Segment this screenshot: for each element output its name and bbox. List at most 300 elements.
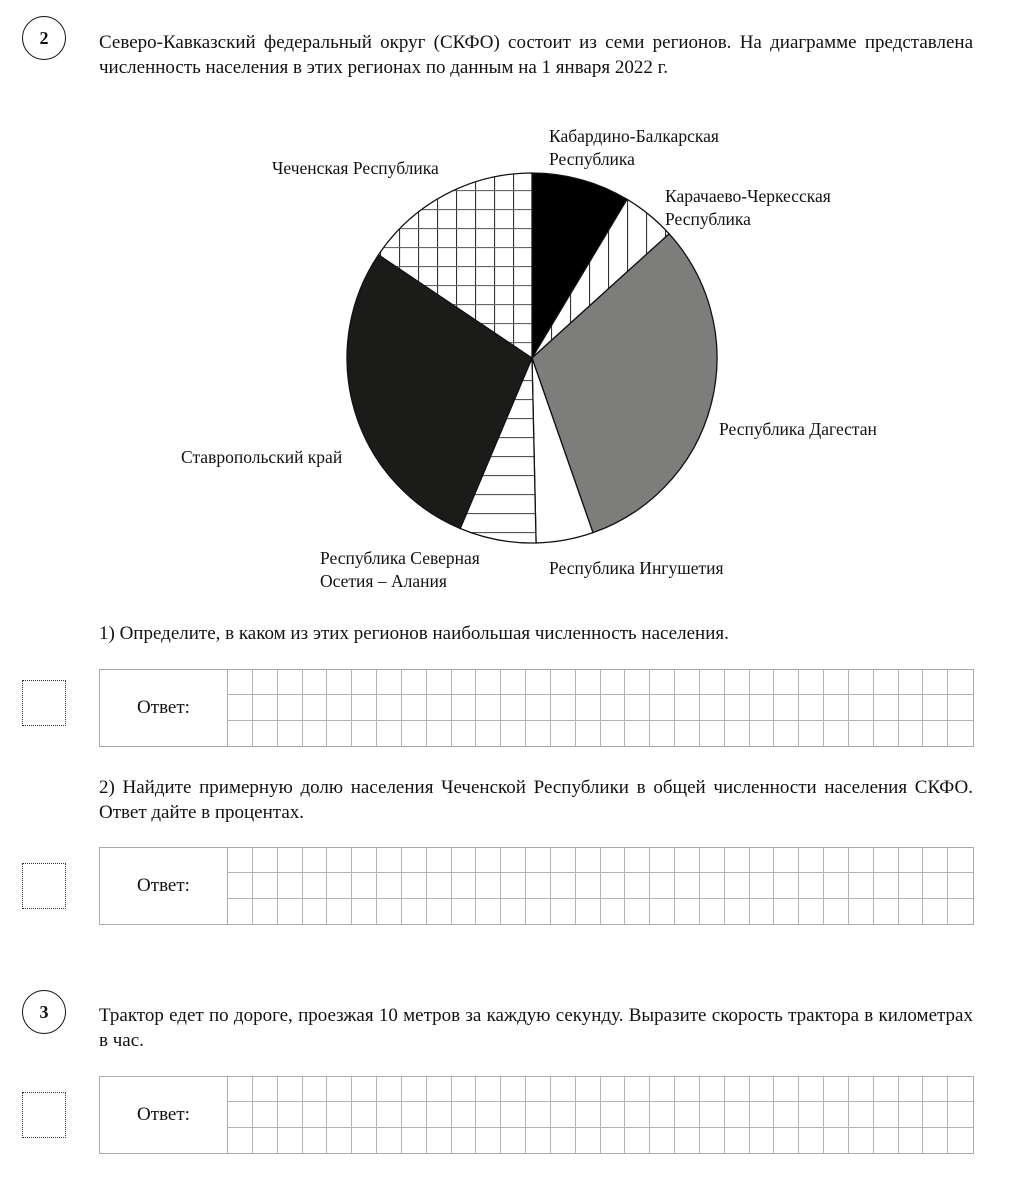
answer-cell[interactable] bbox=[526, 1077, 551, 1102]
answer-cell[interactable] bbox=[849, 1128, 874, 1153]
answer-field-3[interactable] bbox=[99, 1076, 974, 1154]
answer-cell[interactable] bbox=[874, 899, 899, 924]
answer-cell[interactable] bbox=[402, 1077, 427, 1102]
answer-cell[interactable] bbox=[849, 873, 874, 898]
answer-cell[interactable] bbox=[427, 873, 452, 898]
answer-cell[interactable] bbox=[675, 695, 700, 720]
answer-cell[interactable] bbox=[352, 670, 377, 695]
answer-cell[interactable] bbox=[948, 670, 973, 695]
answer-cell[interactable] bbox=[303, 848, 328, 873]
answer-field-2[interactable] bbox=[99, 847, 974, 925]
answer-cell[interactable] bbox=[501, 873, 526, 898]
answer-cell[interactable] bbox=[948, 873, 973, 898]
answer-cell[interactable] bbox=[452, 848, 477, 873]
answer-cell[interactable] bbox=[253, 899, 278, 924]
answer-cell[interactable] bbox=[750, 721, 775, 746]
answer-cell[interactable] bbox=[675, 721, 700, 746]
pie-label-line: Ставропольский край bbox=[181, 447, 343, 467]
answer-cell[interactable] bbox=[452, 1128, 477, 1153]
answer-cell[interactable] bbox=[427, 1077, 452, 1102]
answer-cell[interactable] bbox=[501, 1128, 526, 1153]
answer-cell[interactable] bbox=[799, 1102, 824, 1127]
answer-cell[interactable] bbox=[551, 1077, 576, 1102]
answer-cell[interactable] bbox=[923, 848, 948, 873]
answer-cell[interactable] bbox=[675, 670, 700, 695]
answer-cell[interactable] bbox=[750, 1102, 775, 1127]
question-1-text: 1) Определите, в каком из этих регионов наибольшая численность населения. bbox=[99, 623, 729, 644]
answer-cell[interactable] bbox=[824, 1128, 849, 1153]
answer-cell[interactable] bbox=[625, 670, 650, 695]
answer-cell[interactable] bbox=[303, 721, 328, 746]
answer-cell[interactable] bbox=[327, 1128, 352, 1153]
answer-cell[interactable] bbox=[402, 721, 427, 746]
answer-field-1[interactable] bbox=[99, 669, 974, 747]
answer-cell[interactable] bbox=[327, 1102, 352, 1127]
answer-grid[interactable] bbox=[228, 1077, 973, 1153]
answer-cell[interactable] bbox=[700, 695, 725, 720]
answer-cell[interactable] bbox=[551, 848, 576, 873]
pie-label-ingushetia bbox=[549, 557, 724, 580]
answer-cell[interactable] bbox=[253, 695, 278, 720]
answer-cell[interactable] bbox=[650, 1128, 675, 1153]
answer-cell[interactable] bbox=[824, 1102, 849, 1127]
answer-cell[interactable] bbox=[427, 899, 452, 924]
answer-cell[interactable] bbox=[576, 695, 601, 720]
answer-cell[interactable] bbox=[352, 1102, 377, 1127]
pie-label-ossetia bbox=[320, 547, 480, 593]
answer-cell[interactable] bbox=[725, 873, 750, 898]
answer-cell[interactable] bbox=[551, 873, 576, 898]
answer-cell[interactable] bbox=[278, 670, 303, 695]
answer-cell[interactable] bbox=[327, 873, 352, 898]
answer-cell[interactable] bbox=[526, 1102, 551, 1127]
answer-cell[interactable] bbox=[824, 670, 849, 695]
answer-cell[interactable] bbox=[377, 899, 402, 924]
answer-cell[interactable] bbox=[303, 1102, 328, 1127]
pie-label-line: Карачаево-Черкесская bbox=[665, 186, 831, 206]
answer-cell[interactable] bbox=[675, 899, 700, 924]
answer-cell[interactable] bbox=[402, 670, 427, 695]
answer-cell[interactable] bbox=[303, 873, 328, 898]
answer-grid[interactable] bbox=[228, 670, 973, 746]
answer-cell[interactable] bbox=[874, 1128, 899, 1153]
answer-cell[interactable] bbox=[948, 848, 973, 873]
answer-cell[interactable] bbox=[253, 848, 278, 873]
answer-cell[interactable] bbox=[899, 899, 924, 924]
answer-cell[interactable] bbox=[923, 899, 948, 924]
answer-cell[interactable] bbox=[576, 1077, 601, 1102]
answer-cell[interactable] bbox=[948, 1128, 973, 1153]
answer-cell[interactable] bbox=[675, 873, 700, 898]
pie-label-line: Чеченская Республика bbox=[272, 158, 439, 178]
answer-cell[interactable] bbox=[601, 873, 626, 898]
answer-cell[interactable] bbox=[526, 670, 551, 695]
answer-cell[interactable] bbox=[700, 873, 725, 898]
answer-cell[interactable] bbox=[725, 670, 750, 695]
answer-cell[interactable] bbox=[526, 873, 551, 898]
answer-cell[interactable] bbox=[774, 899, 799, 924]
answer-cell[interactable] bbox=[278, 695, 303, 720]
answer-cell[interactable] bbox=[625, 695, 650, 720]
answer-cell[interactable] bbox=[899, 721, 924, 746]
answer-cell[interactable] bbox=[625, 1077, 650, 1102]
answer-grid[interactable] bbox=[228, 848, 973, 924]
answer-cell[interactable] bbox=[303, 899, 328, 924]
pie-label-line: Республика Ингушетия bbox=[549, 558, 724, 578]
answer-cell[interactable] bbox=[700, 670, 725, 695]
answer-cell[interactable] bbox=[799, 1128, 824, 1153]
answer-cell[interactable] bbox=[526, 899, 551, 924]
answer-cell[interactable] bbox=[452, 695, 477, 720]
answer-cell[interactable] bbox=[228, 1128, 253, 1153]
answer-cell[interactable] bbox=[476, 848, 501, 873]
answer-cell[interactable] bbox=[228, 1077, 253, 1102]
answer-cell[interactable] bbox=[402, 848, 427, 873]
answer-cell[interactable] bbox=[377, 873, 402, 898]
answer-cell[interactable] bbox=[278, 848, 303, 873]
answer-cell[interactable] bbox=[551, 1128, 576, 1153]
pie-label-line: Республика bbox=[665, 209, 751, 229]
answer-cell[interactable] bbox=[774, 1077, 799, 1102]
answer-cell[interactable] bbox=[650, 899, 675, 924]
answer-cell[interactable] bbox=[948, 1102, 973, 1127]
answer-cell[interactable] bbox=[601, 1102, 626, 1127]
answer-cell[interactable] bbox=[625, 899, 650, 924]
answer-cell[interactable] bbox=[377, 1077, 402, 1102]
answer-cell[interactable] bbox=[601, 899, 626, 924]
answer-cell[interactable] bbox=[352, 695, 377, 720]
answer-cell[interactable] bbox=[476, 873, 501, 898]
pie-label-line: Республика Дагестан bbox=[719, 419, 877, 439]
answer-cell[interactable] bbox=[253, 873, 278, 898]
answer-cell[interactable] bbox=[923, 670, 948, 695]
pie-label-line: Осетия – Алания bbox=[320, 571, 447, 591]
answer-cell[interactable] bbox=[228, 1102, 253, 1127]
answer-cell[interactable] bbox=[849, 670, 874, 695]
answer-cell[interactable] bbox=[576, 899, 601, 924]
answer-cell[interactable] bbox=[849, 1077, 874, 1102]
answer-cell[interactable] bbox=[352, 721, 377, 746]
answer-cell[interactable] bbox=[402, 1128, 427, 1153]
pie-label-kchr bbox=[665, 185, 831, 231]
answer-cell[interactable] bbox=[799, 873, 824, 898]
answer-cell[interactable] bbox=[725, 721, 750, 746]
answer-cell[interactable] bbox=[700, 1077, 725, 1102]
answer-cell[interactable] bbox=[452, 899, 477, 924]
score-box-1 bbox=[22, 680, 66, 726]
answer-cell[interactable] bbox=[452, 670, 477, 695]
task-number: 2 bbox=[39, 27, 49, 48]
answer-cell[interactable] bbox=[874, 848, 899, 873]
answer-cell[interactable] bbox=[948, 721, 973, 746]
answer-cell[interactable] bbox=[774, 873, 799, 898]
answer-cell[interactable] bbox=[824, 695, 849, 720]
answer-cell[interactable] bbox=[824, 899, 849, 924]
answer-cell[interactable] bbox=[601, 1128, 626, 1153]
answer-cell[interactable] bbox=[625, 721, 650, 746]
answer-cell[interactable] bbox=[576, 873, 601, 898]
answer-cell[interactable] bbox=[303, 695, 328, 720]
answer-cell[interactable] bbox=[700, 721, 725, 746]
answer-cell[interactable] bbox=[750, 670, 775, 695]
answer-cell[interactable] bbox=[327, 670, 352, 695]
answer-cell[interactable] bbox=[700, 1102, 725, 1127]
answer-cell[interactable] bbox=[874, 873, 899, 898]
answer-cell[interactable] bbox=[700, 1128, 725, 1153]
answer-cell[interactable] bbox=[476, 1102, 501, 1127]
answer-cell[interactable] bbox=[650, 848, 675, 873]
answer-cell[interactable] bbox=[601, 721, 626, 746]
answer-cell[interactable] bbox=[849, 695, 874, 720]
answer-cell[interactable] bbox=[601, 848, 626, 873]
answer-cell[interactable] bbox=[228, 873, 253, 898]
answer-cell[interactable] bbox=[899, 1077, 924, 1102]
answer-cell[interactable] bbox=[303, 670, 328, 695]
answer-cell[interactable] bbox=[849, 721, 874, 746]
answer-cell[interactable] bbox=[303, 1128, 328, 1153]
answer-cell[interactable] bbox=[278, 873, 303, 898]
answer-cell[interactable] bbox=[228, 899, 253, 924]
answer-cell[interactable] bbox=[427, 1128, 452, 1153]
answer-cell[interactable] bbox=[774, 848, 799, 873]
answer-cell[interactable] bbox=[725, 1102, 750, 1127]
answer-cell[interactable] bbox=[923, 873, 948, 898]
answer-cell[interactable] bbox=[576, 848, 601, 873]
answer-cell[interactable] bbox=[899, 848, 924, 873]
answer-cell[interactable] bbox=[625, 1128, 650, 1153]
answer-cell[interactable] bbox=[899, 873, 924, 898]
answer-cell[interactable] bbox=[352, 899, 377, 924]
answer-cell[interactable] bbox=[303, 1077, 328, 1102]
answer-cell[interactable] bbox=[402, 1102, 427, 1127]
answer-cell[interactable] bbox=[427, 670, 452, 695]
answer-cell[interactable] bbox=[377, 1128, 402, 1153]
answer-cell[interactable] bbox=[526, 695, 551, 720]
answer-cell[interactable] bbox=[476, 899, 501, 924]
answer-cell[interactable] bbox=[377, 1102, 402, 1127]
answer-cell[interactable] bbox=[725, 1128, 750, 1153]
answer-cell[interactable] bbox=[427, 848, 452, 873]
answer-cell[interactable] bbox=[551, 695, 576, 720]
answer-cell[interactable] bbox=[352, 873, 377, 898]
answer-cell[interactable] bbox=[601, 670, 626, 695]
answer-cell[interactable] bbox=[650, 721, 675, 746]
answer-cell[interactable] bbox=[501, 1077, 526, 1102]
answer-cell[interactable] bbox=[327, 695, 352, 720]
pie-label-kbr bbox=[549, 125, 719, 171]
answer-cell[interactable] bbox=[899, 695, 924, 720]
answer-cell[interactable] bbox=[750, 1128, 775, 1153]
answer-cell[interactable] bbox=[427, 721, 452, 746]
answer-cell[interactable] bbox=[452, 873, 477, 898]
answer-cell[interactable] bbox=[576, 721, 601, 746]
answer-cell[interactable] bbox=[476, 670, 501, 695]
answer-cell[interactable] bbox=[948, 899, 973, 924]
answer-cell[interactable] bbox=[253, 670, 278, 695]
pie-label-line: Республика Северная bbox=[320, 548, 480, 568]
answer-cell[interactable] bbox=[352, 1077, 377, 1102]
answer-cell[interactable] bbox=[625, 873, 650, 898]
answer-cell[interactable] bbox=[650, 1077, 675, 1102]
answer-cell[interactable] bbox=[725, 695, 750, 720]
answer-cell[interactable] bbox=[750, 873, 775, 898]
answer-cell[interactable] bbox=[874, 670, 899, 695]
answer-cell[interactable] bbox=[799, 670, 824, 695]
pie-label-line: Кабардино-Балкарская bbox=[549, 126, 719, 146]
answer-cell[interactable] bbox=[650, 873, 675, 898]
answer-cell[interactable] bbox=[899, 670, 924, 695]
answer-cell[interactable] bbox=[750, 1077, 775, 1102]
answer-cell[interactable] bbox=[253, 1102, 278, 1127]
answer-cell[interactable] bbox=[923, 1077, 948, 1102]
answer-cell[interactable] bbox=[650, 1102, 675, 1127]
answer-cell[interactable] bbox=[526, 1128, 551, 1153]
answer-cell[interactable] bbox=[352, 848, 377, 873]
answer-cell[interactable] bbox=[774, 695, 799, 720]
answer-cell[interactable] bbox=[228, 721, 253, 746]
pie-label-chechnya bbox=[272, 157, 439, 180]
answer-cell[interactable] bbox=[228, 848, 253, 873]
answer-cell[interactable] bbox=[874, 1077, 899, 1102]
task-number: 3 bbox=[39, 1001, 49, 1022]
answer-cell[interactable] bbox=[625, 1102, 650, 1127]
answer-cell[interactable] bbox=[228, 670, 253, 695]
answer-cell[interactable] bbox=[377, 670, 402, 695]
answer-cell[interactable] bbox=[402, 873, 427, 898]
answer-cell[interactable] bbox=[253, 1077, 278, 1102]
answer-cell[interactable] bbox=[725, 1077, 750, 1102]
answer-cell[interactable] bbox=[327, 721, 352, 746]
answer-cell[interactable] bbox=[799, 848, 824, 873]
answer-cell[interactable] bbox=[774, 670, 799, 695]
answer-cell[interactable] bbox=[452, 1102, 477, 1127]
answer-cell[interactable] bbox=[278, 1102, 303, 1127]
answer-cell[interactable] bbox=[452, 721, 477, 746]
answer-cell[interactable] bbox=[774, 1102, 799, 1127]
answer-cell[interactable] bbox=[750, 899, 775, 924]
answer-cell[interactable] bbox=[402, 899, 427, 924]
answer-label: Ответ: bbox=[100, 670, 228, 746]
answer-cell[interactable] bbox=[327, 1077, 352, 1102]
answer-cell[interactable] bbox=[923, 1128, 948, 1153]
answer-cell[interactable] bbox=[501, 721, 526, 746]
answer-cell[interactable] bbox=[551, 1102, 576, 1127]
answer-cell[interactable] bbox=[576, 670, 601, 695]
answer-label: Ответ: bbox=[100, 1077, 228, 1153]
answer-cell[interactable] bbox=[650, 695, 675, 720]
answer-cell[interactable] bbox=[526, 848, 551, 873]
answer-cell[interactable] bbox=[501, 1102, 526, 1127]
answer-cell[interactable] bbox=[625, 848, 650, 873]
answer-cell[interactable] bbox=[576, 1102, 601, 1127]
answer-cell[interactable] bbox=[650, 670, 675, 695]
answer-label: Ответ: bbox=[100, 848, 228, 924]
answer-cell[interactable] bbox=[327, 899, 352, 924]
answer-cell[interactable] bbox=[476, 721, 501, 746]
answer-cell[interactable] bbox=[799, 721, 824, 746]
answer-cell[interactable] bbox=[501, 670, 526, 695]
answer-cell[interactable] bbox=[278, 1128, 303, 1153]
answer-cell[interactable] bbox=[923, 1102, 948, 1127]
answer-cell[interactable] bbox=[278, 721, 303, 746]
answer-cell[interactable] bbox=[278, 1077, 303, 1102]
answer-cell[interactable] bbox=[377, 848, 402, 873]
answer-cell[interactable] bbox=[824, 848, 849, 873]
answer-cell[interactable] bbox=[799, 1077, 824, 1102]
answer-cell[interactable] bbox=[675, 1128, 700, 1153]
answer-cell[interactable] bbox=[824, 721, 849, 746]
answer-cell[interactable] bbox=[278, 899, 303, 924]
answer-cell[interactable] bbox=[327, 848, 352, 873]
answer-cell[interactable] bbox=[799, 695, 824, 720]
answer-cell[interactable] bbox=[551, 899, 576, 924]
answer-cell[interactable] bbox=[476, 695, 501, 720]
answer-cell[interactable] bbox=[874, 721, 899, 746]
answer-cell[interactable] bbox=[526, 721, 551, 746]
answer-cell[interactable] bbox=[923, 695, 948, 720]
answer-cell[interactable] bbox=[948, 695, 973, 720]
answer-cell[interactable] bbox=[377, 695, 402, 720]
answer-cell[interactable] bbox=[824, 1077, 849, 1102]
answer-cell[interactable] bbox=[874, 695, 899, 720]
answer-cell[interactable] bbox=[700, 899, 725, 924]
answer-cell[interactable] bbox=[253, 1128, 278, 1153]
answer-cell[interactable] bbox=[675, 1077, 700, 1102]
score-box-3 bbox=[22, 1092, 66, 1138]
answer-cell[interactable] bbox=[725, 899, 750, 924]
answer-cell[interactable] bbox=[253, 721, 278, 746]
answer-cell[interactable] bbox=[799, 899, 824, 924]
answer-cell[interactable] bbox=[501, 695, 526, 720]
answer-cell[interactable] bbox=[675, 1102, 700, 1127]
answer-cell[interactable] bbox=[849, 899, 874, 924]
answer-cell[interactable] bbox=[427, 1102, 452, 1127]
answer-cell[interactable] bbox=[551, 721, 576, 746]
answer-cell[interactable] bbox=[948, 1077, 973, 1102]
task-intro-text: Северо-Кавказский федеральный округ (СКФО) состоит из семи регионов. На диаграмме представлена численность населения в этих регионах по данным на 1 января 2022 г. bbox=[99, 32, 973, 78]
answer-cell[interactable] bbox=[774, 721, 799, 746]
answer-cell[interactable] bbox=[377, 721, 402, 746]
answer-cell[interactable] bbox=[476, 1128, 501, 1153]
answer-cell[interactable] bbox=[402, 695, 427, 720]
answer-cell[interactable] bbox=[700, 848, 725, 873]
answer-cell[interactable] bbox=[923, 721, 948, 746]
answer-cell[interactable] bbox=[501, 899, 526, 924]
answer-cell[interactable] bbox=[601, 1077, 626, 1102]
answer-cell[interactable] bbox=[551, 670, 576, 695]
answer-cell[interactable] bbox=[849, 1102, 874, 1127]
answer-cell[interactable] bbox=[774, 1128, 799, 1153]
answer-cell[interactable] bbox=[352, 1128, 377, 1153]
answer-cell[interactable] bbox=[576, 1128, 601, 1153]
answer-cell[interactable] bbox=[899, 1102, 924, 1127]
answer-cell[interactable] bbox=[849, 848, 874, 873]
answer-cell[interactable] bbox=[675, 848, 700, 873]
answer-cell[interactable] bbox=[601, 695, 626, 720]
answer-cell[interactable] bbox=[427, 695, 452, 720]
answer-cell[interactable] bbox=[725, 848, 750, 873]
answer-cell[interactable] bbox=[874, 1102, 899, 1127]
answer-cell[interactable] bbox=[750, 695, 775, 720]
task-3-text: Трактор едет по дороге, проезжая 10 метров за каждую секунду. Выразите скорость трактора в километрах в час. bbox=[99, 1005, 973, 1051]
answer-cell[interactable] bbox=[452, 1077, 477, 1102]
answer-cell[interactable] bbox=[899, 1128, 924, 1153]
answer-cell[interactable] bbox=[750, 848, 775, 873]
answer-cell[interactable] bbox=[501, 848, 526, 873]
answer-cell[interactable] bbox=[824, 873, 849, 898]
answer-cell[interactable] bbox=[476, 1077, 501, 1102]
answer-cell[interactable] bbox=[228, 695, 253, 720]
